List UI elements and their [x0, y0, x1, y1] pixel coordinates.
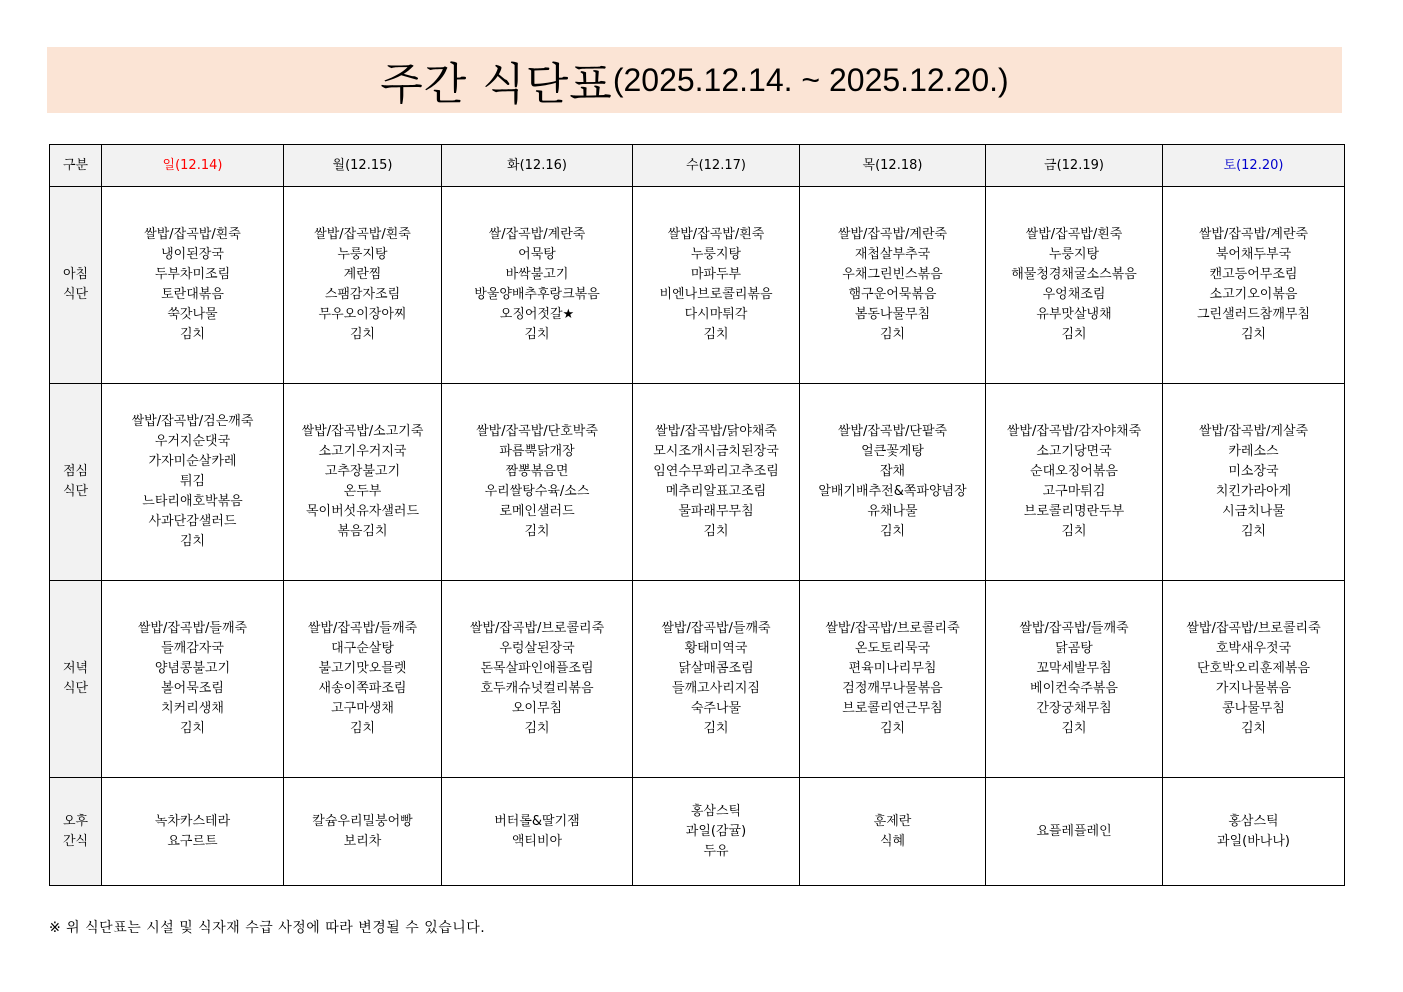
- menu-item: 김치: [703, 327, 729, 342]
- menu-item: 불고기맛오믈렛: [318, 661, 407, 676]
- menu-item: 고구마생채: [331, 701, 394, 716]
- menu-item: 치킨가라아게: [1215, 484, 1292, 499]
- menu-item: 가자미순살카레: [148, 454, 237, 469]
- menu-item: 유채나물: [867, 504, 918, 519]
- menu-item: 마파두부: [690, 267, 742, 282]
- menu-item: 쌀밥/잡곡밥/들깨죽: [661, 621, 771, 636]
- meal-row-snack: [50, 778, 1345, 886]
- meal-label-line: 식단: [62, 681, 89, 696]
- menu-item: 쌀밥/잡곡밥/브로콜리죽: [825, 621, 960, 636]
- menu-item: 시금치나물: [1222, 504, 1285, 519]
- menu-cell: [284, 384, 442, 581]
- menu-item: 온도토리묵국: [854, 641, 931, 656]
- menu-item: 쌀/잡곡밥/계란죽: [488, 227, 586, 242]
- menu-item: 쌀밥/잡곡밥/계란죽: [1198, 227, 1309, 242]
- menu-item: 알배기배추전&쪽파양념장: [818, 484, 967, 499]
- day-header-tue: 화(12.16): [442, 145, 633, 187]
- menu-item: 누룽지탕: [1048, 247, 1100, 262]
- menu-item: 김치: [1240, 327, 1267, 342]
- menu-item: 볶음김치: [337, 524, 388, 539]
- menu-item: 쑥갓나물: [167, 307, 218, 322]
- menu-cell: [442, 384, 633, 581]
- footer-note: ※ 위 식단표는 시설 및 식자재 수급 사정에 따라 변경될 수 있습니다.: [49, 920, 486, 936]
- menu-cell: [102, 187, 284, 384]
- menu-cell: [284, 187, 442, 384]
- menu-cell: [986, 581, 1163, 778]
- menu-item: 보리차: [343, 833, 382, 849]
- menu-item: 온두부: [343, 484, 382, 499]
- menu-item: 김치: [1061, 721, 1087, 736]
- menu-item: 김치: [879, 524, 906, 539]
- day-header-mon: 월(12.15): [284, 145, 442, 187]
- menu-item: 쌀밥/잡곡밥/흰죽: [1025, 227, 1123, 242]
- menu-item: 다시마튀각: [684, 307, 748, 322]
- menu-item: 검정깨무나물볶음: [842, 681, 943, 696]
- menu-cell: [800, 778, 986, 886]
- menu-item: 파름뿍닭개장: [499, 444, 575, 459]
- menu-item: 김치: [879, 327, 906, 342]
- menu-cell: [800, 187, 986, 384]
- menu-item: 쌀밥/잡곡밥/브로콜리죽: [1186, 621, 1321, 636]
- menu-item: 임연수무꽈리고추조림: [653, 464, 779, 479]
- meal-label-line: 오후: [62, 813, 89, 829]
- menu-item: 쌀밥/잡곡밥/검은깨죽: [131, 414, 254, 429]
- title-banner: [47, 47, 1342, 113]
- day-header-wed: 수(12.17): [633, 145, 800, 187]
- menu-item: 튀김: [179, 474, 206, 489]
- menu-item: 김치: [179, 327, 206, 342]
- menu-item: 얼큰꽃게탕: [861, 444, 924, 459]
- menu-item: 사과단감샐러드: [148, 514, 237, 529]
- menu-item: 방울양배추후랑크볶음: [474, 287, 600, 302]
- menu-cell: [284, 778, 442, 886]
- menu-item: 요구르트: [167, 833, 218, 849]
- menu-item: 바싹불고기: [505, 267, 569, 282]
- menu-item: 들깨감자국: [161, 641, 224, 656]
- menu-item: 쌀밥/잡곡밥/닭야채죽: [655, 424, 777, 439]
- menu-item: 홍삼스틱: [690, 803, 742, 819]
- day-header-sat: 토(12.20): [1163, 145, 1345, 187]
- menu-item: 유부맛살냉채: [1036, 307, 1112, 322]
- menu-item: 돈목살파인애플조림: [480, 661, 594, 676]
- menu-cell: [986, 778, 1163, 886]
- menu-item: 김치: [524, 524, 550, 539]
- meal-label: [50, 384, 102, 581]
- menu-item: 닭곰탕: [1055, 641, 1093, 656]
- menu-item: 김치: [179, 534, 206, 549]
- menu-item: 봄동나물무침: [854, 307, 931, 322]
- menu-item: 녹차카스테라: [154, 813, 231, 829]
- meal-label: [50, 581, 102, 778]
- menu-cell: [442, 581, 633, 778]
- menu-item: 우채그린빈스볶음: [842, 267, 943, 282]
- meal-label-line: 간식: [62, 833, 89, 849]
- menu-item: 김치: [349, 721, 376, 736]
- menu-item: 단호박오리훈제볶음: [1196, 661, 1311, 676]
- menu-item: 어묵탕: [518, 247, 556, 262]
- meal-label: [50, 187, 102, 384]
- date-range: (2025.12.14. ~ 2025.12.20.): [612, 61, 1009, 98]
- menu-item: 무우오이장아찌: [318, 307, 407, 322]
- menu-item: 쌀밥/잡곡밥/들깨죽: [137, 621, 248, 636]
- menu-item: 우거지순댓국: [154, 434, 231, 449]
- menu-item: 과일(감귤): [685, 823, 747, 839]
- menu-item: 메추리알표고조림: [665, 484, 767, 499]
- menu-item: 쌀밥/잡곡밥/단팥죽: [837, 424, 948, 439]
- menu-cell: [800, 581, 986, 778]
- weekly-menu-table: [49, 144, 1345, 886]
- menu-item: 고추장불고기: [324, 464, 401, 479]
- menu-item: 짬뽕볶음면: [505, 464, 569, 479]
- menu-item: 스팸감자조림: [324, 287, 401, 302]
- menu-cell: [986, 384, 1163, 581]
- menu-item: 가지나물볶음: [1215, 681, 1292, 696]
- menu-item: 김치: [524, 721, 550, 736]
- menu-item: 쌀밥/잡곡밥/들깨죽: [307, 621, 418, 636]
- menu-item: 액티비아: [511, 833, 563, 849]
- menu-item: 잡채: [879, 464, 906, 479]
- menu-item: 목이버섯유자샐러드: [305, 504, 420, 519]
- menu-item: 우엉채조림: [1042, 287, 1106, 302]
- menu-cell: [1163, 778, 1345, 886]
- menu-item: 소고기오이볶음: [1209, 287, 1298, 302]
- menu-cell: [102, 384, 284, 581]
- menu-item: 순대오징어볶음: [1030, 464, 1118, 479]
- meal-row-lunch: [50, 384, 1345, 581]
- menu-item: 버터롤&딸기잼: [494, 813, 580, 829]
- menu-item: 베이컨숙주볶음: [1030, 681, 1118, 696]
- menu-item: 누룽지탕: [690, 247, 742, 262]
- menu-item: 쌀밥/잡곡밥/흰죽: [314, 227, 411, 242]
- menu-item: 치커리생채: [161, 701, 224, 716]
- menu-item: 김치: [349, 327, 376, 342]
- menu-item: 김치: [703, 524, 729, 539]
- menu-item: 우렁살된장국: [499, 641, 575, 656]
- menu-item: 칼슘우리밀붕어빵: [312, 813, 413, 829]
- menu-item: 두부차미조림: [154, 267, 231, 282]
- menu-item: 김치: [524, 327, 550, 342]
- menu-item: 쌀밥/잡곡밥/게살죽: [1198, 424, 1309, 439]
- meal-label-line: 저녁: [62, 661, 89, 676]
- meal-label-line: 식단: [62, 484, 89, 499]
- menu-cell: [102, 778, 284, 886]
- menu-item: 고구마튀김: [1042, 484, 1106, 499]
- menu-cell: [633, 187, 800, 384]
- menu-item: 우리쌀탕수육/소스: [484, 484, 590, 499]
- menu-item: 대구순살탕: [331, 641, 394, 656]
- meal-row-dinner: [50, 581, 1345, 778]
- menu-item: 쌀밥/잡곡밥/단호박죽: [476, 424, 598, 439]
- menu-item: 볼어묵조림: [161, 681, 224, 696]
- menu-cell: [442, 778, 633, 886]
- menu-item: 냉이된장국: [161, 247, 224, 262]
- menu-item: 김치: [179, 721, 206, 736]
- menu-item: 계란찜: [343, 267, 382, 282]
- day-header-fri: 금(12.19): [986, 145, 1163, 187]
- menu-cell: [1163, 187, 1345, 384]
- menu-item: 토란대볶음: [161, 287, 224, 302]
- menu-cell: [800, 384, 986, 581]
- menu-cell: [442, 187, 633, 384]
- meal-label-line: 점심: [62, 464, 89, 479]
- menu-item: 양념콩불고기: [154, 661, 231, 676]
- menu-item: 오징어젓갈★: [499, 307, 575, 322]
- menu-item: 비엔나브로콜리볶음: [659, 287, 773, 302]
- menu-item: 쌀밥/잡곡밥/브로콜리죽: [469, 621, 605, 636]
- menu-item: 누룽지탕: [337, 247, 388, 262]
- menu-item: 김치: [1240, 721, 1267, 736]
- menu-item: 소고기당면국: [1036, 444, 1112, 459]
- menu-item: 호박새우젓국: [1215, 641, 1292, 656]
- day-header-thu: 목(12.18): [800, 145, 986, 187]
- menu-item: 미소장국: [1228, 464, 1279, 479]
- menu-item: 김치: [1061, 524, 1087, 539]
- menu-item: 김치: [879, 721, 906, 736]
- menu-cell: [633, 778, 800, 886]
- menu-item: 식혜: [879, 833, 906, 849]
- menu-item: 모시조개시금치된장국: [653, 444, 779, 459]
- menu-item: 간장궁채무침: [1036, 701, 1112, 716]
- menu-item: 쌀밥/잡곡밥/흰죽: [144, 227, 241, 242]
- menu-item: 재첩살부추국: [854, 247, 931, 262]
- menu-cell: [986, 187, 1163, 384]
- menu-item: 김치: [703, 721, 729, 736]
- menu-item: 햄구운어묵볶음: [848, 287, 937, 302]
- menu-cell: [1163, 384, 1345, 581]
- menu-item: 오이무침: [511, 701, 563, 716]
- menu-item: 새송이쪽파조림: [318, 681, 407, 696]
- header-row: [50, 145, 1345, 187]
- menu-item: 과일(바나나): [1217, 833, 1290, 849]
- meal-label-line: 아침: [62, 267, 89, 282]
- page-title: 주간 식단표: [380, 59, 613, 110]
- menu-item: 소고기우거지국: [318, 444, 407, 459]
- menu-cell: [284, 581, 442, 778]
- menu-item: 김치: [1240, 524, 1267, 539]
- menu-item: 쌀밥/잡곡밥/소고기죽: [301, 424, 424, 439]
- menu-item: 로메인샐러드: [499, 504, 575, 519]
- menu-item: 물파래무무침: [678, 504, 754, 519]
- menu-item: 들깨고사리지짐: [672, 681, 760, 696]
- menu-item: 쌀밥/잡곡밥/감자야채죽: [1006, 424, 1142, 439]
- menu-item: 쌀밥/잡곡밥/흰죽: [667, 227, 765, 242]
- menu-item: 북어채두부국: [1215, 247, 1292, 262]
- menu-item: 훈제란: [873, 813, 912, 829]
- menu-item: 호두캐슈넛컬리볶음: [480, 681, 594, 696]
- menu-item: 닭살매콤조림: [678, 661, 754, 676]
- menu-cell: [1163, 581, 1345, 778]
- menu-item: 김치: [1061, 327, 1087, 342]
- menu-item: 황태미역국: [684, 641, 748, 656]
- menu-body: [50, 187, 1345, 886]
- menu-item: 홍삼스틱: [1228, 813, 1279, 829]
- meal-label-line: 식단: [62, 287, 89, 302]
- menu-cell: [102, 581, 284, 778]
- meal-label: [50, 778, 102, 886]
- menu-item: 두유: [703, 843, 729, 859]
- menu-item: 캔고등어무조림: [1209, 267, 1298, 282]
- menu-item: 요플레플레인: [1036, 823, 1112, 839]
- menu-cell: [633, 384, 800, 581]
- menu-item: 숙주나물: [690, 701, 742, 716]
- menu-item: 카레소스: [1228, 444, 1279, 459]
- meal-row-breakfast: [50, 187, 1345, 384]
- menu-item: 느타리애호박볶음: [142, 494, 243, 509]
- menu-item: 브로콜리연근무침: [842, 701, 943, 716]
- menu-item: 쌀밥/잡곡밥/들깨죽: [1019, 621, 1129, 636]
- day-header-sun: 일(12.14): [102, 145, 284, 187]
- corner-label: 구분: [50, 145, 102, 187]
- menu-item: 편육미나리무침: [848, 661, 937, 676]
- menu-item: 브로콜리명란두부: [1023, 504, 1125, 519]
- menu-cell: [633, 581, 800, 778]
- menu-item: 쌀밥/잡곡밥/계란죽: [837, 227, 948, 242]
- menu-item: 콩나물무침: [1222, 701, 1285, 716]
- menu-item: 해물청경채굴소스볶음: [1011, 267, 1137, 282]
- menu-item: 그린샐러드참깨무침: [1196, 307, 1311, 322]
- menu-item: 꼬막세발무침: [1036, 661, 1112, 676]
